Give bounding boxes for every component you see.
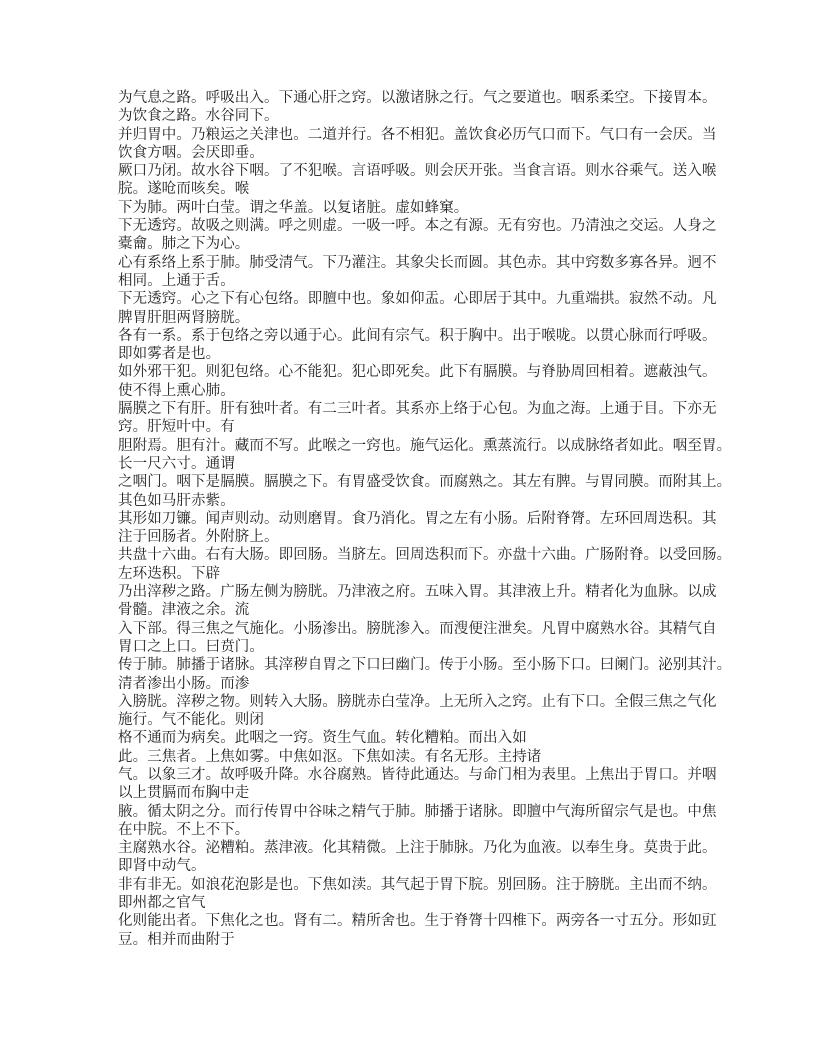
- text-line: 化则能出者。下焦化之也。肾有二。精所舍也。生于脊膂十四椎下。两旁各一寸五分。形如豇: [118, 913, 717, 930]
- text-line: 长一尺六寸。通谓: [118, 455, 235, 472]
- text-line: 并归胃中。乃粮运之关津也。二道并行。各不相犯。盖饮食必历气口而下。气口有一会厌。当: [118, 126, 717, 143]
- text-line: 脘。遂呛而咳矣。喉: [118, 181, 250, 198]
- text-line: 注于回肠者。外附脐上。: [118, 529, 279, 546]
- text-line: 膈膜之下有肝。肝有独叶者。有二三叶者。其系亦上络于心包。为血之海。上通于目。下亦无: [118, 401, 717, 418]
- text-line: 即肾中动气。: [118, 858, 206, 875]
- text-line: 胃口之上口。曰贲门。: [118, 638, 264, 655]
- text-line: 为饮食之路。水谷同下。: [118, 108, 279, 125]
- text-line: 其色如马肝赤紫。: [118, 492, 235, 509]
- text-line: 窍。肝短叶中。有: [118, 419, 235, 436]
- text-line: 施行。气不能化。则闭: [118, 712, 264, 729]
- text-line: 非有非无。如浪花泡影是也。下焦如渎。其气起于胃下脘。别回肠。注于膀胱。主出而不纳。: [118, 876, 717, 893]
- text-line: 使不得上熏心肺。: [118, 382, 235, 399]
- text-line: 即如雾者是也。: [118, 346, 221, 363]
- text-line: 传于肺。肺播于诸脉。其滓秽自胃之下口曰幽门。传于小肠。至小肠下口。曰阑门。泌别其汁。: [118, 657, 732, 674]
- text-line: 下为肺。两叶白莹。谓之华盖。以复诸脏。虚如蜂窠。: [118, 199, 469, 216]
- text-line: 下无透窍。故吸之则满。呼之则虚。一吸一呼。本之有源。无有穷也。乃清浊之交运。人身之: [118, 218, 717, 235]
- text-line: 脾胃肝胆两肾膀胱。: [118, 309, 250, 326]
- text-line: 入下部。得三焦之气施化。小肠渗出。膀胱渗入。而溲便注泄矣。凡胃中腐熟水谷。其精气自: [118, 620, 717, 637]
- text-body: [118, 89, 732, 949]
- text-line: 豆。相并而曲附于: [118, 931, 235, 948]
- text-line: 骨髓。津液之余。流: [118, 602, 250, 619]
- text-line: 下无透窍。心之下有心包络。即膻中也。象如仰盂。心即居于其中。九重端拱。寂然不动。凡: [118, 291, 717, 308]
- text-line: 乃出滓秽之路。广肠左侧为膀胱。乃津液之府。五味入胃。其津液上升。精者化为血脉。以成: [118, 584, 717, 601]
- text-line: 主腐熟水谷。泌糟粕。蒸津液。化其精微。上注于肺脉。乃化为血液。以奉生身。莫贵于此。: [118, 840, 717, 857]
- text-line: 如外邪干犯。则犯包络。心不能犯。犯心即死矣。此下有膈膜。与脊胁周回相着。遮蔽浊气。: [118, 364, 717, 381]
- text-line: 之咽门。咽下是膈膜。膈膜之下。有胃盛受饮食。而腐熟之。其左有脾。与胃同膜。而附其上。: [118, 474, 732, 491]
- text-line: 为气息之路。呼吸出入。下通心肝之窍。以激诸脉之行。气之要道也。咽系柔空。下接胃本。: [118, 90, 717, 106]
- text-line: 其形如刀镰。闻声则动。动则磨胃。食乃消化。胃之左有小肠。后附脊膂。左环回周迭积。其: [118, 510, 717, 527]
- text-line: 腋。循太阴之分。而行传胃中谷味之精气于肺。肺播于诸脉。即膻中气海所留宗气是也。中焦: [118, 803, 717, 820]
- text-line: 清者渗出小肠。而渗: [118, 675, 250, 692]
- text-line: 以上贯膈而布胸中走: [118, 785, 250, 802]
- text-line: 共盘十六曲。右有大肠。即回肠。当脐左。回周迭积而下。亦盘十六曲。广肠附脊。以受回肠。: [118, 547, 732, 564]
- text-line: 气。以象三才。故呼吸升降。水谷腐熟。皆待此通达。与命门相为表里。上焦出于胃口。并咽: [118, 766, 717, 783]
- text-line: 格不通而为病矣。此咽之一窍。资生气血。转化糟粕。而出入如: [118, 730, 527, 747]
- text-line: 即州都之官气: [118, 895, 206, 912]
- text-line: 在中脘。不上不下。: [118, 821, 250, 838]
- text-line: 入膀胱。滓秽之物。则转入大肠。膀胱赤白莹净。上无所入之窍。止有下口。全假三焦之气化: [118, 693, 717, 710]
- text-line: 左环迭积。下辟: [118, 565, 221, 582]
- text-line: 厥口乃闭。故水谷下咽。了不犯喉。言语呼吸。则会厌开张。当食言语。则水谷乘气。送入喉: [118, 163, 717, 180]
- text-line: 饮食方咽。会厌即垂。: [118, 144, 264, 161]
- text-line: 各有一系。系于包络之旁以通于心。此间有宗气。积于胸中。出于喉咙。以贯心脉而行呼吸。: [118, 327, 717, 344]
- text-line: 心有系络上系于肺。肺受清气。下乃灌注。其象尖长而圆。其色赤。其中窍数多寡各异。迥不: [118, 254, 717, 271]
- text-line: 橐龠。肺之下为心。: [118, 236, 250, 253]
- text-line: 此。三焦者。上焦如雾。中焦如沤。下焦如渎。有名无形。主持诸: [118, 748, 542, 765]
- text-line: 相同。上通于舌。: [118, 272, 235, 289]
- text-line: 胆附焉。胆有汁。藏而不写。此喉之一窍也。施气运化。熏蒸流行。以成脉络者如此。咽至胃。: [118, 437, 732, 454]
